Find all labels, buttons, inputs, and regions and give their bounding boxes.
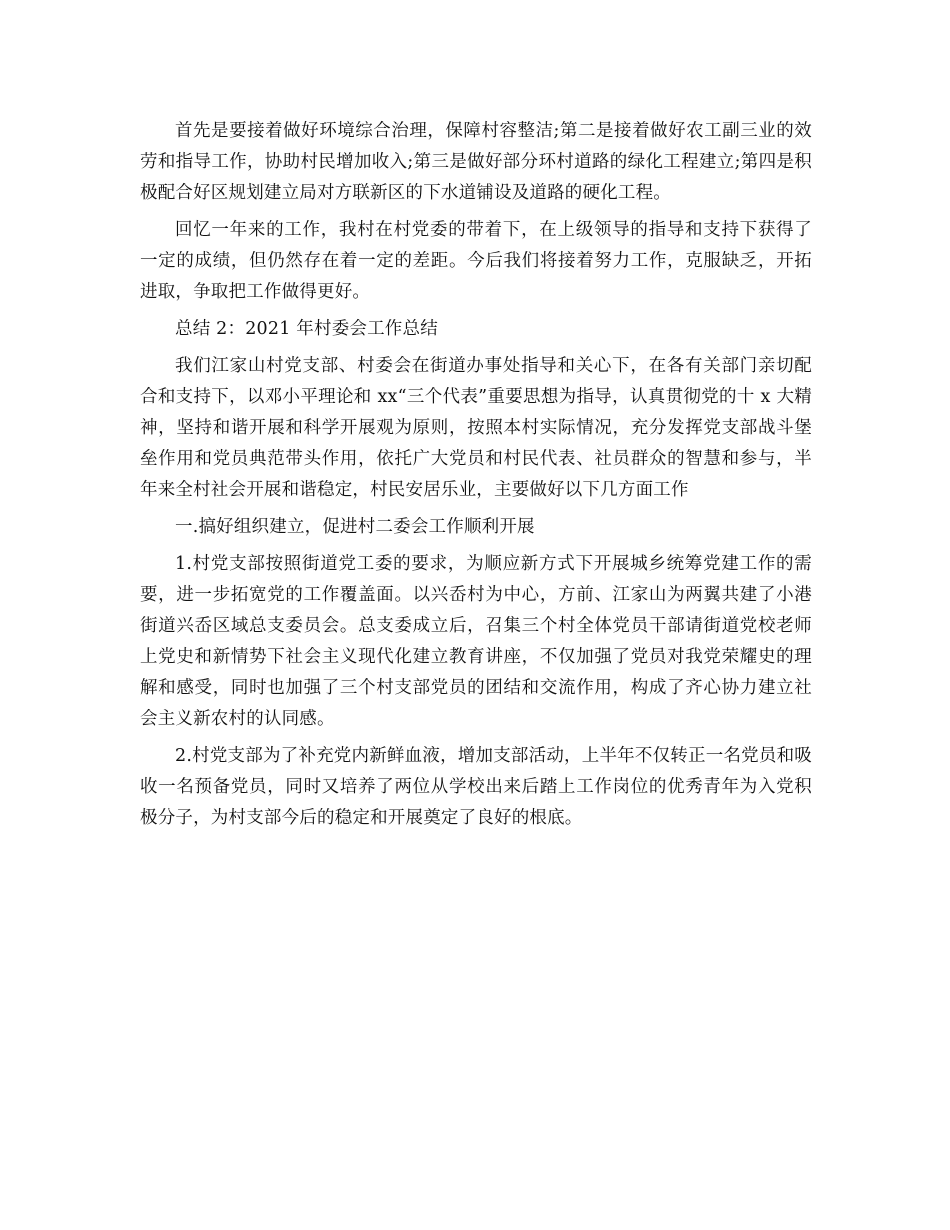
paragraph-item-1: 1.村党支部按照街道党工委的要求，为顺应新方式下开展城乡统筹党建工作的需要，进一步拓宽党的工作覆盖面。以兴岙村为中心，方前、江家山为两翼共建了小港街道兴岙区域总支委员会。总支委成立后，召集三个村全体党员干部请街道党校老师上党史和新情势下社会主义现代化建立教育讲座，不仅加强了党员对我党荣耀史的理解和感受，同时也加强了三个村支部党员的团结和交流作用，构成了齐心协力建立社会主义新农村的认同感。 — [140, 554, 812, 729]
paragraph-year-review: 回忆一年来的工作，我村在村党委的带着下，在上级领导的指导和支持下获得了一定的成绩，但仍然存在着一定的差距。今后我们将接着努力工作，克服缺乏，开拓进取，争取把工作做得更好。 — [140, 220, 812, 302]
document-body — [140, 116, 812, 840]
section-heading-organization: 一.搞好组织建立，促进村二委会工作顺利开展 — [175, 517, 535, 537]
paragraph-introduction: 我们江家山村党支部、村委会在街道办事处指导和关心下，在各有关部门亲切配合和支持下，以邓小平理论和 xx“三个代表”重要思想为指导，认真贯彻党的十 x 大精神，坚持和谐开展和科学开展观为原则，按照本村实际情况，充分发挥党支部战斗堡垒作用和党员典范带头作用，依托广大党员和村民代表、社员群众的智慧和参与，半年来全村社会开展和谐稳定，村民安居乐业，主要做好以下几方面工作 — [140, 356, 812, 500]
paragraph-environment-work: 首先是要接着做好环境综合治理，保障村容整洁;第二是接着做好农工副三业的效劳和指导工作，协助村民增加收入;第三是做好部分环村道路的绿化工程建立;第四是积极配合好区规划建立局对方联新区的下水道铺设及道路的硬化工程。 — [140, 121, 812, 203]
paragraph-item-2: 2.村党支部为了补充党内新鲜血液，增加支部活动，上半年不仅转正一名党员和吸收一名预备党员，同时又培养了两位从学校出来后踏上工作岗位的优秀青年为入党积极分子，为村支部今后的稳定和开展奠定了良好的根底。 — [140, 746, 812, 828]
section-heading-summary-2: 总结 2：2021 年村委会工作总结 — [175, 319, 438, 339]
